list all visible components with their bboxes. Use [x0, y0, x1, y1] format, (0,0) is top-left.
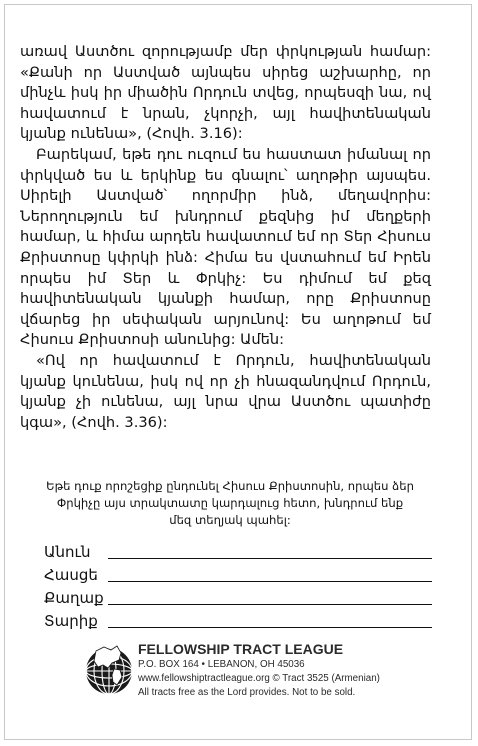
tract-body [20, 42, 431, 433]
form-row-age[interactable] [44, 609, 432, 631]
form-row-name[interactable] [44, 540, 432, 562]
publisher-note: All tracts free as the Lord provides. Not to be sold. [138, 687, 356, 698]
name-label: Անուն [44, 543, 91, 561]
publisher-website: www.fellowshiptractleague.org © Tract 3525 (Armenian) [138, 673, 380, 684]
form-row-address[interactable] [44, 563, 432, 585]
address-label: Հասցե [44, 566, 98, 584]
publisher-address: P.O. BOX 164 • LEBANON, OH 45036 [138, 659, 305, 670]
paragraph-verse: «Ով որ հավատում է Որդուն, հավիտենական կյանք կունենա, իսկ ով որ չի հնազանդվում Որդուն, կյանք չի ունենա, այլ նրա վրա Աստծու պատիժը կգա», (Հովհ. 3.36): [20, 351, 431, 431]
city-field[interactable] [108, 604, 432, 605]
age-label: Տարիք [44, 612, 98, 630]
address-field[interactable] [108, 581, 432, 582]
publisher-info [138, 640, 438, 700]
city-label: Քաղաք [44, 589, 104, 607]
publisher-name: FELLOWSHIP TRACT LEAGUE [138, 641, 344, 657]
globe-logo-icon [84, 641, 134, 697]
response-note: Եթե դուք որոշեցիք ընդունել Հիսուս Քրիստոսին, որպես ձեր Փրկիչը այս տրակտատը կարդալուց հետո, խնդրում ենք մեզ տեղյակ պահել: [46, 479, 414, 527]
form-row-city[interactable] [44, 586, 432, 608]
paragraph-salvation: առավ Աստծու զորությամբ մեր փրկության համար: «Քանի որ Աստված այնպես սիրեց աշխարհը, որ մինչև իսկ իր միածին Որդուն տվեց, որպեսզի նա, ով հավատում է նրան, չկորչի, այլ հավիտենական կյանք ունենա», (Հովհ. 3.16): [20, 43, 431, 143]
age-field[interactable] [108, 627, 432, 628]
name-field[interactable] [108, 558, 432, 559]
paragraph-prayer: Բարեկամ, եթե դու ուզում ես հաստատ իմանալ որ փրկված ես և երկինք ես գնալու՝ աղոթիր այսպես. Սիրելի Աստված՝ ողորմիր ինձ, մեղավորիս: Ներողություն եմ խնդրում քեզնից իմ մեղքերի համար, և հիմա արդեն հավատում եմ որ Տեր Հիսուս Քրիստոսը կփրկի ինձ: Հիմա ես վստահում եմ Իրեն որպես իմ Տեր և Փրկիչ: Ես դիմում եմ քեզ հավիտենական կյանքի համար, որը Քրիստոսը վճարեց իր սեփական արյունով: Ես աղոթում եմ Հիսուս Քրիստոսի անունից: Ամեն: [20, 145, 431, 349]
